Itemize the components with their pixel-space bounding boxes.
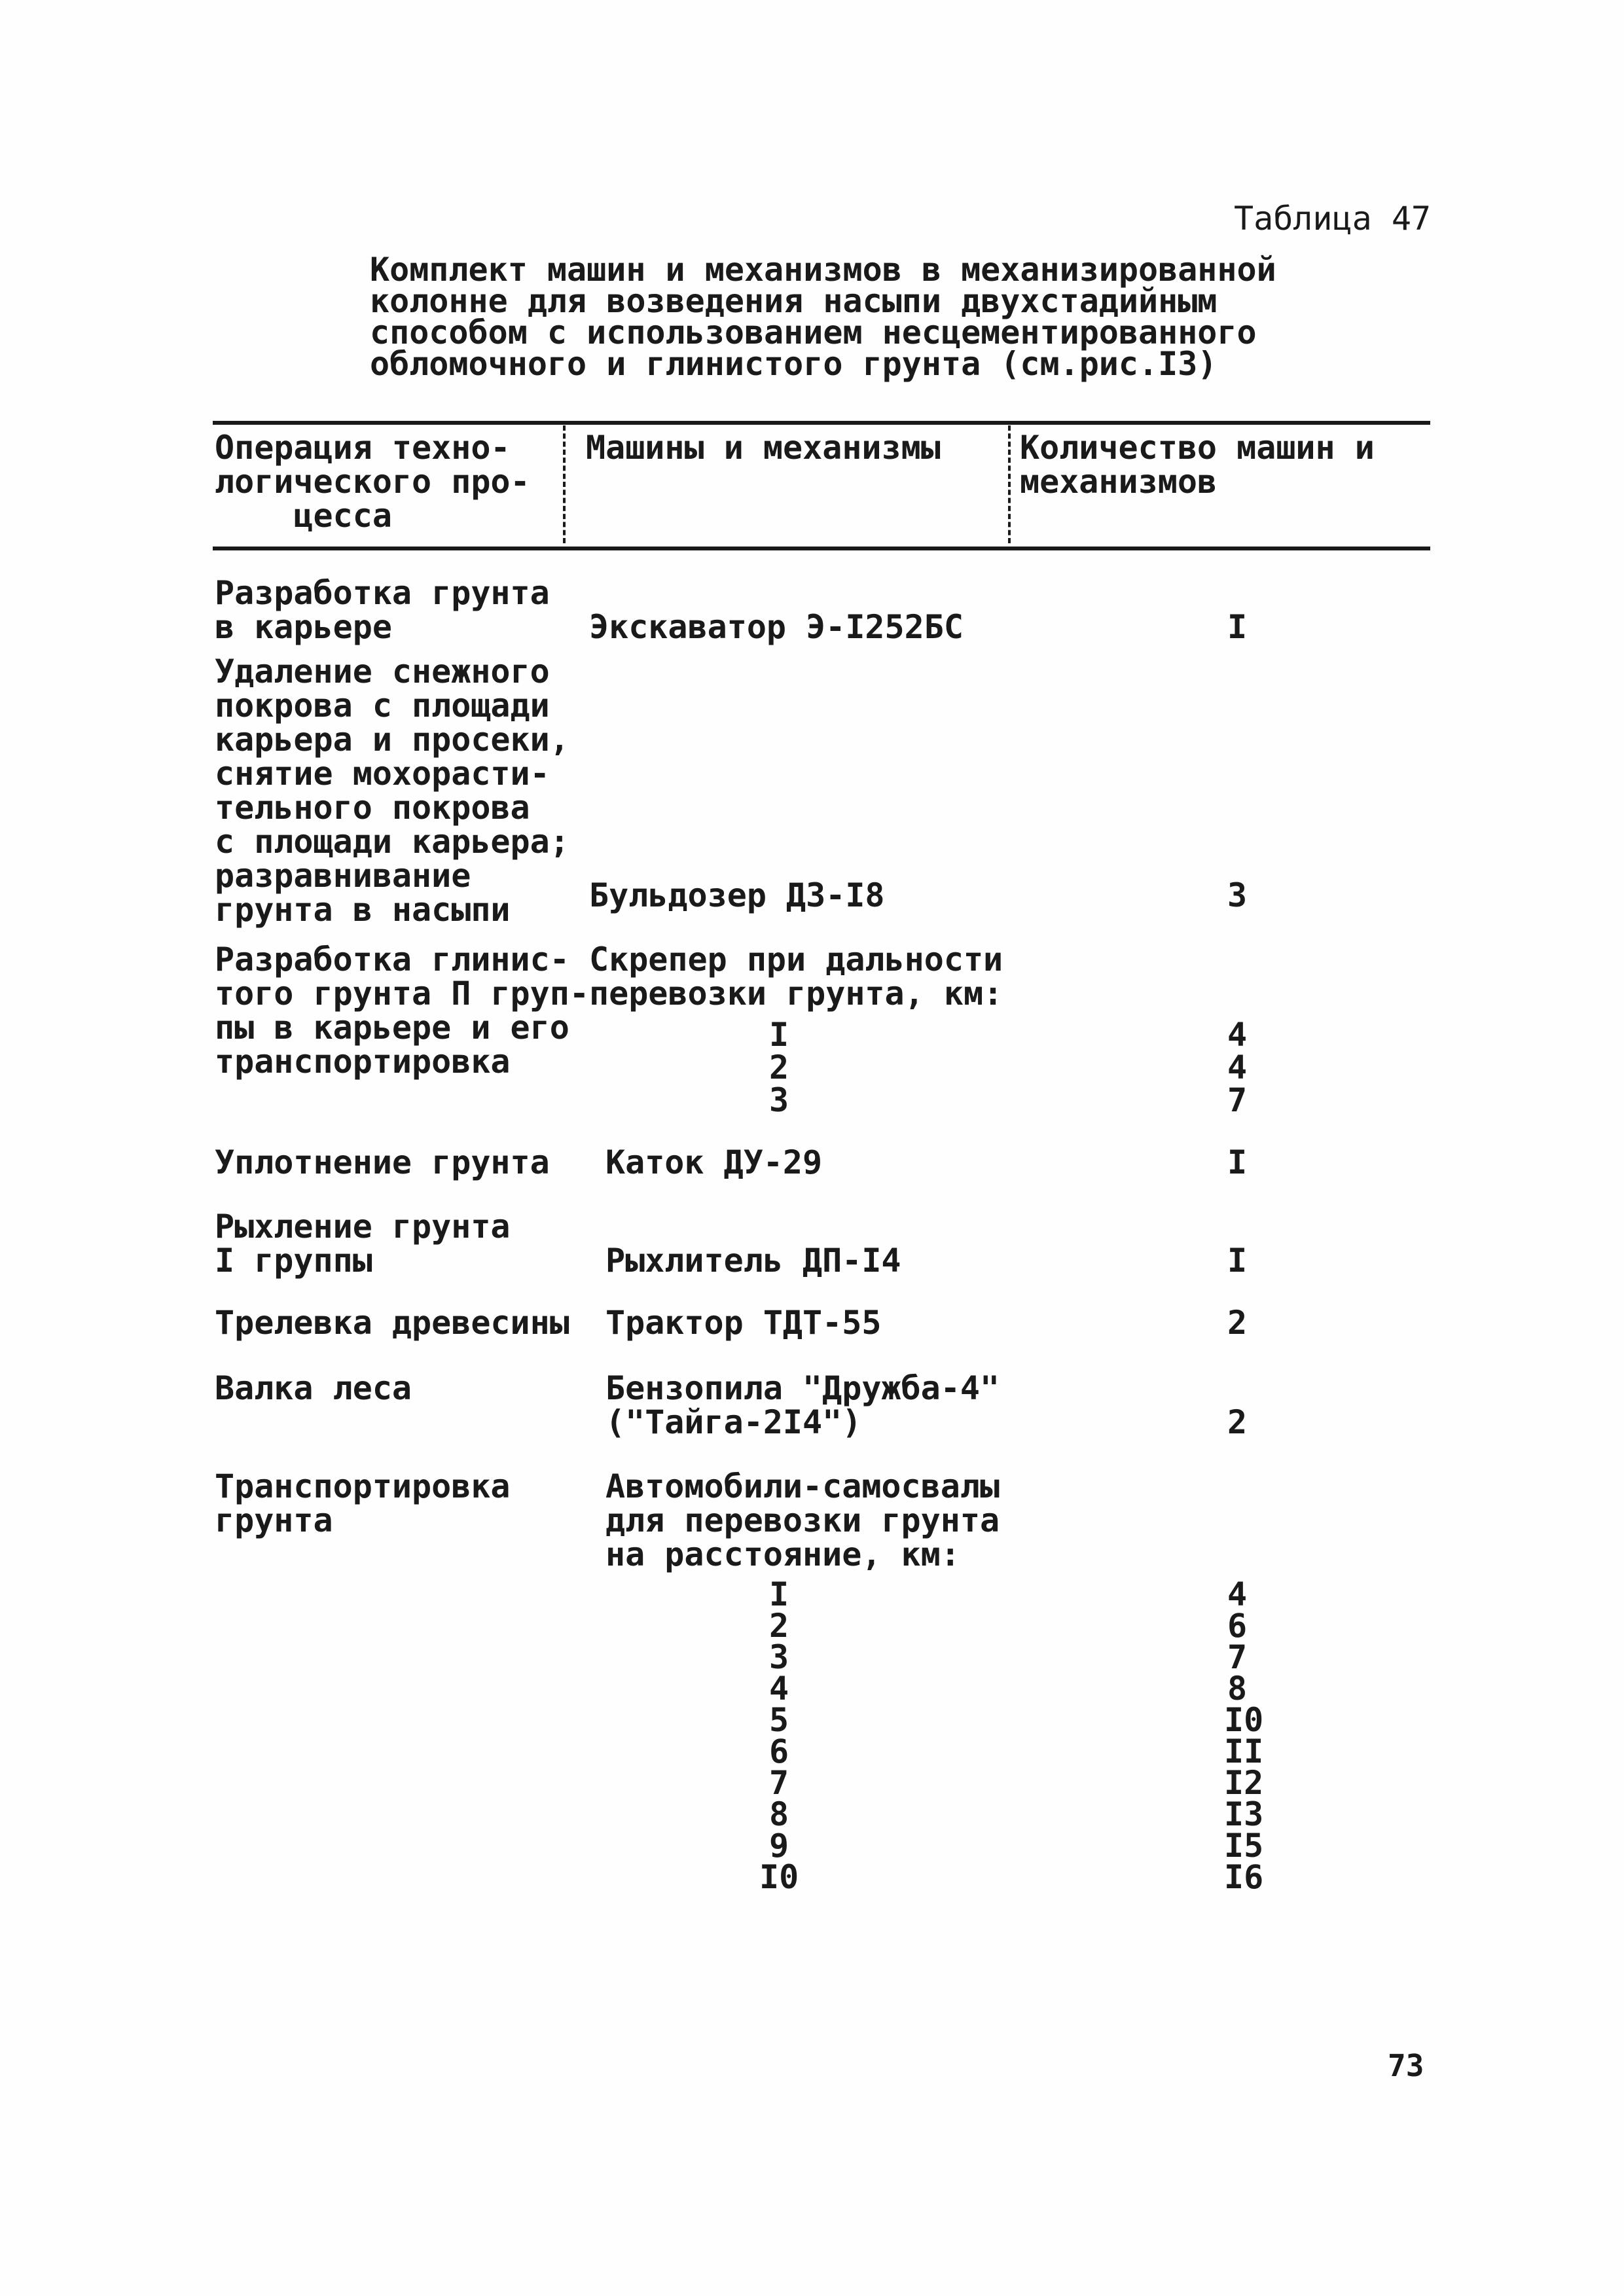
row-quantity: 7 bbox=[1227, 1638, 1248, 1676]
table-label: Таблица 47 bbox=[1234, 200, 1432, 238]
row-quantity: I0 bbox=[1224, 1701, 1264, 1739]
row-machine: Рыхлитель ДП-I4 bbox=[605, 1242, 901, 1280]
row-distance: 8 bbox=[768, 1795, 789, 1833]
row-operation: Рыхление грунта I группы bbox=[215, 1208, 511, 1280]
row-distance: 3 bbox=[768, 1081, 789, 1119]
row-operation: Транспортировка грунта bbox=[215, 1467, 511, 1539]
row-quantity: 4 bbox=[1227, 1049, 1248, 1086]
row-machine: Скрепер при дальности перевозки грунта, км: bbox=[589, 941, 1003, 1013]
row-machine: Бульдозер ДЗ-I8 bbox=[589, 876, 885, 914]
row-quantity: I2 bbox=[1224, 1764, 1264, 1802]
row-machine: Автомобили-самосвалы для перевозки грунта на расстояние, км: bbox=[605, 1467, 1000, 1573]
row-quantity: 2 bbox=[1227, 1304, 1248, 1342]
row-distance: 2 bbox=[768, 1607, 789, 1645]
header-bottom-rule bbox=[213, 547, 1430, 550]
row-distance: I bbox=[768, 1575, 789, 1613]
row-distance: 7 bbox=[768, 1764, 789, 1802]
row-quantity: I bbox=[1227, 1242, 1248, 1280]
row-distance: I0 bbox=[759, 1858, 799, 1896]
row-quantity: I5 bbox=[1224, 1827, 1264, 1865]
header-machines: Машины и механизмы bbox=[586, 429, 941, 467]
row-quantity: I bbox=[1227, 608, 1248, 646]
row-operation: Разработка грунта в карьере bbox=[215, 574, 550, 646]
row-machine: Трактор ТДТ-55 bbox=[605, 1304, 882, 1342]
row-machine: Бензопила "Дружба-4" ("Тайга-2I4") bbox=[605, 1369, 1000, 1441]
row-quantity: 4 bbox=[1227, 1016, 1248, 1054]
row-operation: Разработка глинис- того грунта П груп- пы в карьере и его транспортировка bbox=[215, 941, 589, 1081]
header-separator bbox=[1008, 425, 1011, 543]
row-machine: Каток ДУ-29 bbox=[605, 1143, 823, 1181]
row-distance: 5 bbox=[768, 1701, 789, 1739]
row-distance: 3 bbox=[768, 1638, 789, 1676]
row-operation: Трелевка древесины bbox=[215, 1304, 569, 1342]
table-title: Комплект машин и механизмов в механизированной колонне для возведения насыпи двухстадийным способом с использованием несцементированного обломочного и глинистого грунта (см.рис.I3) bbox=[370, 251, 1276, 383]
row-quantity: 2 bbox=[1227, 1403, 1248, 1441]
row-quantity: I6 bbox=[1224, 1858, 1264, 1896]
row-operation: Валка леса bbox=[215, 1369, 412, 1407]
row-distance: 6 bbox=[768, 1732, 789, 1770]
header-operation: Операция техно- логического про- цесса bbox=[215, 429, 530, 535]
row-quantity: 8 bbox=[1227, 1670, 1248, 1708]
row-quantity: 6 bbox=[1227, 1607, 1248, 1645]
header-quantity: Количество машин и механизмов bbox=[1020, 429, 1375, 501]
row-quantity: II bbox=[1224, 1732, 1264, 1770]
row-distance: 9 bbox=[768, 1827, 789, 1865]
row-quantity: 3 bbox=[1227, 876, 1248, 914]
row-operation: Удаление снежного покрова с площади карьера и просеки, снятие мохорасти- тельного покрова с площади карьера; разравнивание грунта в насыпи bbox=[215, 653, 569, 929]
row-distance: 4 bbox=[768, 1670, 789, 1708]
row-operation: Уплотнение грунта bbox=[215, 1143, 550, 1181]
row-distance: 2 bbox=[768, 1049, 789, 1086]
row-machine: Экскаватор Э-I252БС bbox=[589, 608, 964, 646]
row-quantity: I bbox=[1227, 1143, 1248, 1181]
row-quantity: I3 bbox=[1224, 1795, 1264, 1833]
row-quantity: 4 bbox=[1227, 1575, 1248, 1613]
row-quantity: 7 bbox=[1227, 1081, 1248, 1119]
header-top-rule bbox=[213, 421, 1430, 425]
page-number: 73 bbox=[1388, 2048, 1424, 2083]
header-separator bbox=[563, 425, 566, 543]
row-distance: I bbox=[768, 1016, 789, 1054]
